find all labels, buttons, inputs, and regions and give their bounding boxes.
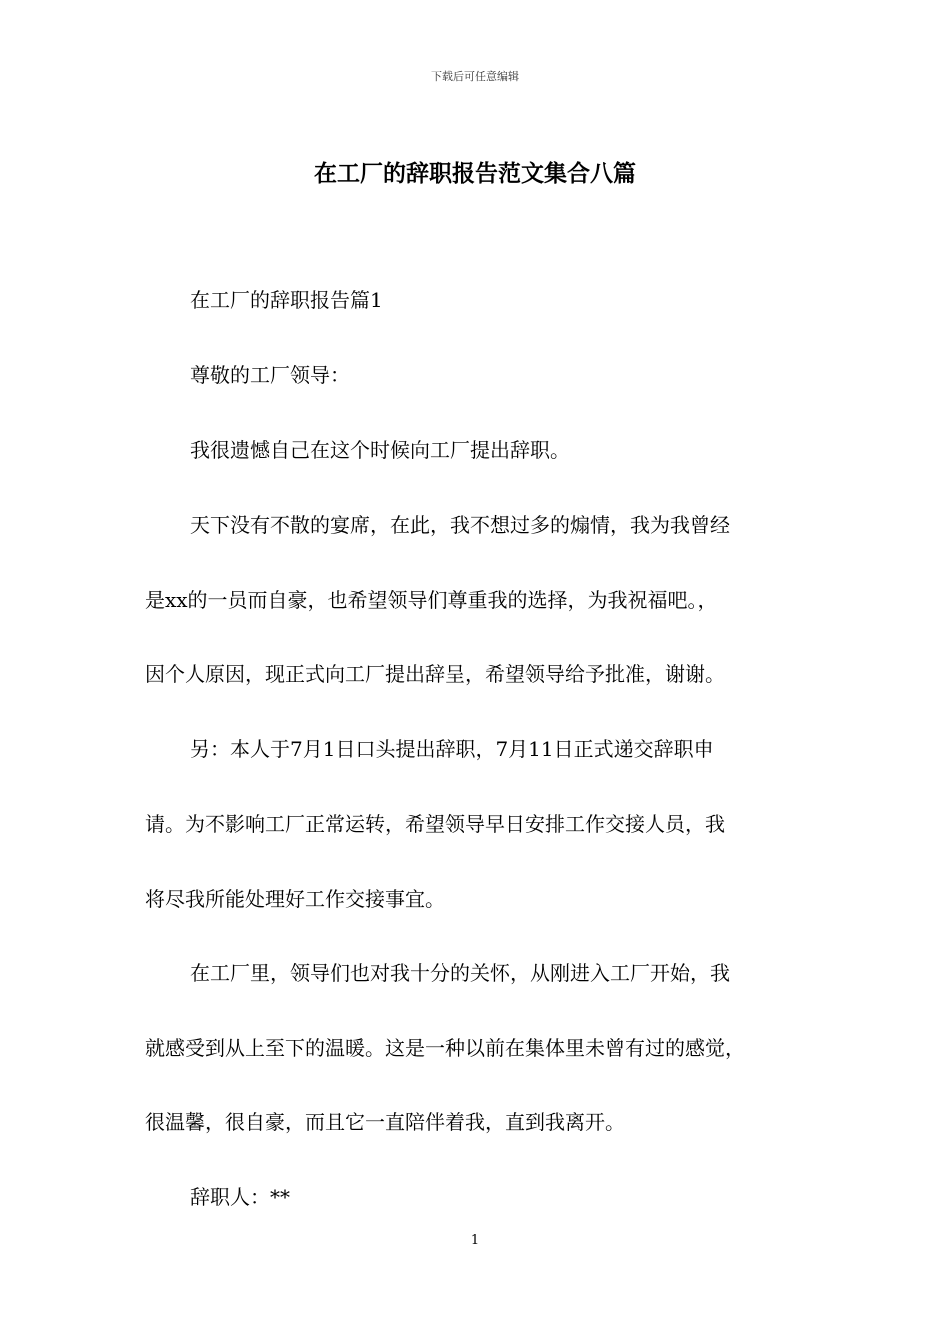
paragraph-line: 我很遗憾自己在这个时候向工厂提出辞职。	[190, 438, 570, 462]
paragraph-line: 请。为不影响工厂正常运转，希望领导早日安排工作交接人员，我	[145, 812, 725, 836]
paragraph-line: 另：本人于7月1日口头提出辞职，7月11日正式递交辞职申	[190, 737, 714, 761]
page-number: 1	[470, 1233, 480, 1248]
paragraph-line: 就感受到从上至下的温暖。这是一种以前在集体里未曾有过的感觉，	[145, 1036, 745, 1060]
signature-line: 辞职人：**	[190, 1185, 290, 1209]
salutation: 尊敬的工厂领导：	[190, 363, 350, 387]
paragraph-line: 是xx的一员而自豪，也希望领导们尊重我的选择，为我祝福吧。，	[145, 588, 718, 612]
paragraph-line: 在工厂里，领导们也对我十分的关怀，从刚进入工厂开始，我	[190, 961, 730, 985]
paragraph-line: 将尽我所能处理好工作交接事宜。	[145, 887, 445, 911]
document-title: 在工厂的辞职报告范文集合八篇	[314, 160, 636, 187]
paragraph-line: 很温馨，很自豪，而且它一直陪伴着我，直到我离开。	[145, 1110, 625, 1134]
paragraph-line: 因个人原因，现正式向工厂提出辞呈，希望领导给予批准，谢谢。	[145, 662, 725, 686]
paragraph-line: 天下没有不散的宴席，在此，我不想过多的煽情，我为我曾经	[190, 513, 730, 537]
header-note: 下载后可任意编辑	[431, 70, 519, 83]
section-heading: 在工厂的辞职报告篇1	[190, 288, 383, 312]
